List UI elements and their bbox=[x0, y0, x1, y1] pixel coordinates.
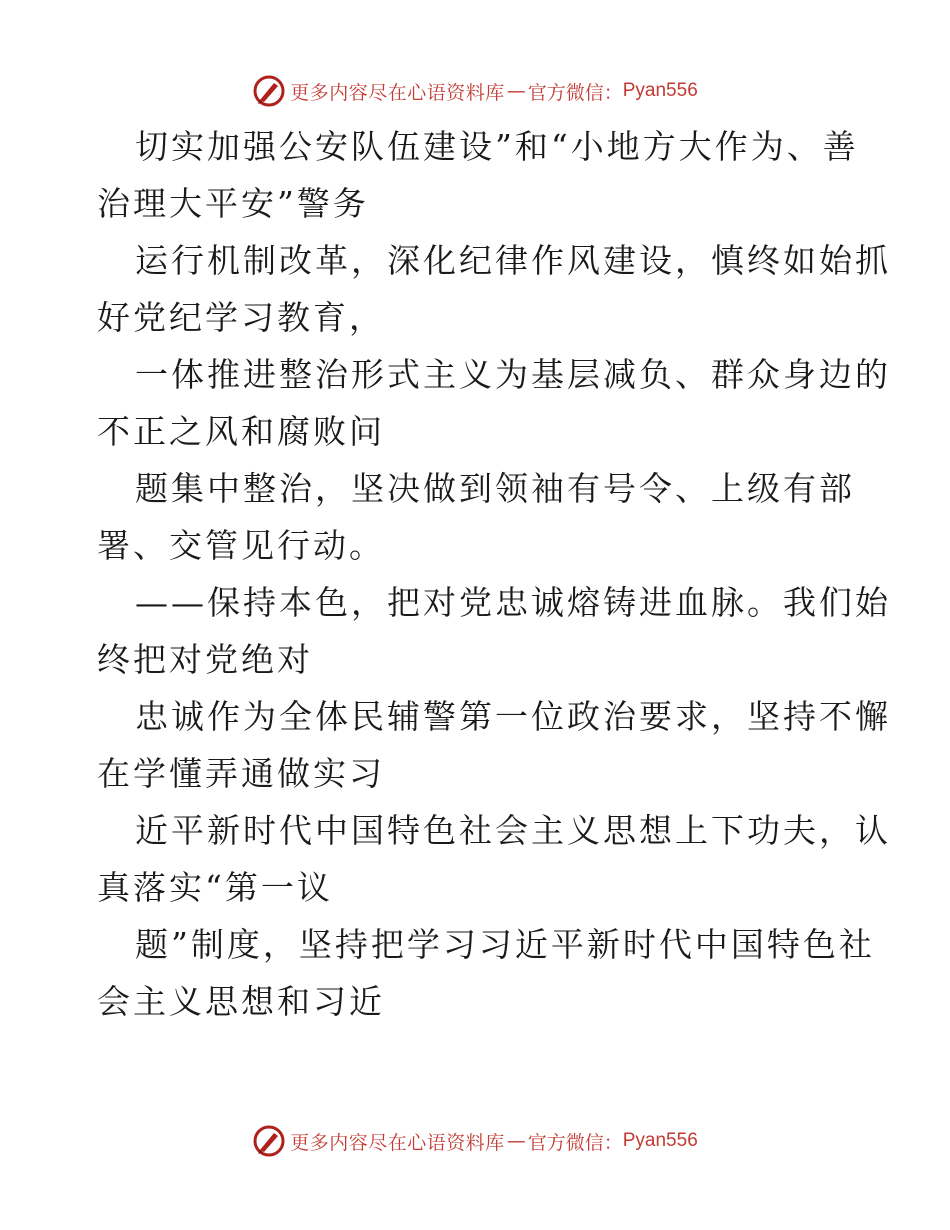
watermark-label: 官方微信： bbox=[527, 1131, 623, 1154]
paragraph-line: 题”制度，坚持把学习习近平新时代中国特色社 bbox=[135, 925, 875, 964]
watermark-text: 更多内容尽在心语资料库 bbox=[290, 81, 505, 104]
paragraph-line: 题集中整治，坚决做到领袖有号令、上级有部 bbox=[135, 469, 855, 508]
paragraph bbox=[97, 118, 857, 232]
paragraph bbox=[97, 346, 891, 460]
watermark-label: 官方微信： bbox=[527, 81, 623, 104]
watermark-dash: — bbox=[506, 80, 526, 102]
paragraph-line: 近平新时代中国特色社会主义思想上下功夫，认 bbox=[135, 811, 891, 850]
watermark-wechat-id: Pyan556 bbox=[622, 80, 698, 101]
paragraph bbox=[97, 574, 891, 688]
paragraph bbox=[97, 232, 891, 346]
paragraph-line: 不正之风和腐败问 bbox=[97, 412, 385, 451]
pen-logo-icon bbox=[252, 1124, 286, 1158]
watermark-dash: — bbox=[506, 1130, 526, 1152]
paragraph-line: 署、交管见行动。 bbox=[97, 526, 385, 565]
paragraph-line: 切实加强公安队伍建设”和“小地方大作为、善 bbox=[135, 127, 859, 166]
paragraph bbox=[97, 916, 875, 1030]
paragraph-line: 忠诚作为全体民辅警第一位政治要求，坚持不懈 bbox=[135, 697, 891, 736]
pen-logo-icon bbox=[252, 74, 286, 108]
watermark-wechat-id: Pyan556 bbox=[622, 1130, 698, 1151]
watermark-text: 更多内容尽在心语资料库 bbox=[290, 1131, 505, 1154]
document-body bbox=[97, 118, 891, 1030]
paragraph bbox=[97, 688, 891, 802]
paragraph-line: 终把对党绝对 bbox=[97, 640, 313, 679]
paragraph-line: 一体推进整治形式主义为基层减负、群众身边的 bbox=[135, 355, 891, 394]
paragraph-line: 在学懂弄通做实习 bbox=[97, 754, 385, 793]
paragraph-line: 治理大平安”警务 bbox=[97, 184, 369, 223]
header-watermark bbox=[0, 71, 950, 111]
paragraph-line: 好党纪学习教育， bbox=[97, 298, 385, 337]
paragraph-line: 会主义思想和习近 bbox=[97, 982, 385, 1021]
paragraph bbox=[97, 802, 891, 916]
paragraph-line: ——保持本色，把对党忠诚熔铸进血脉。我们始 bbox=[135, 583, 891, 622]
paragraph bbox=[97, 460, 857, 574]
footer-watermark bbox=[0, 1121, 950, 1161]
paragraph-line: 真落实“第一议 bbox=[97, 868, 333, 907]
paragraph-line: 运行机制改革，深化纪律作风建设，慎终如始抓 bbox=[135, 241, 891, 280]
